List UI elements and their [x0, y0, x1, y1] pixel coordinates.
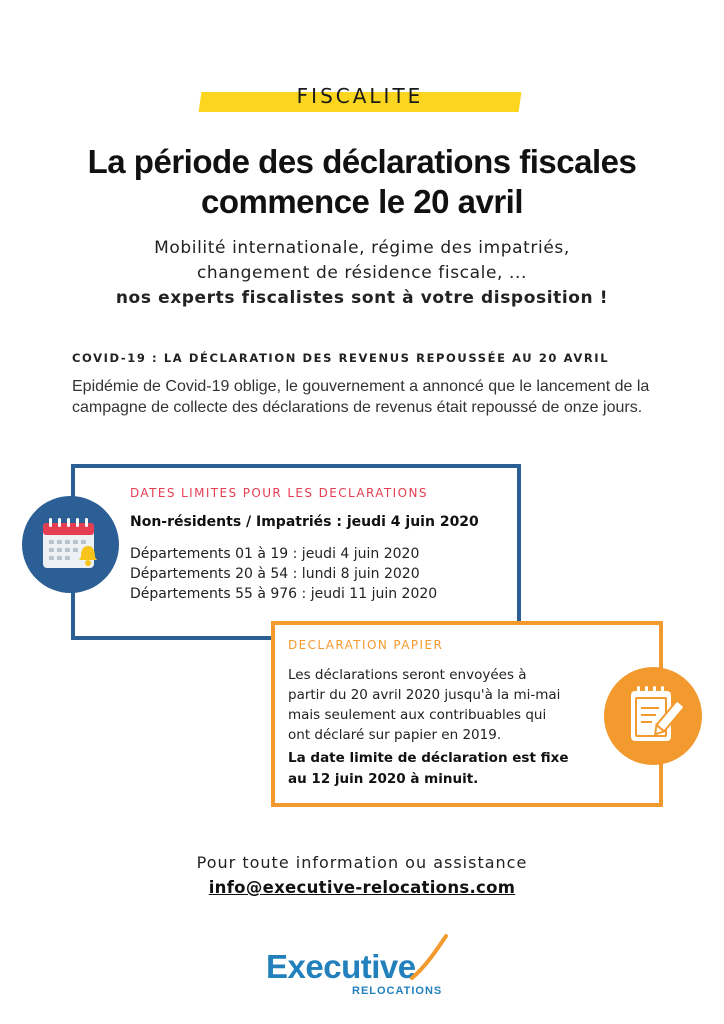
- notepad-pencil-icon: [604, 667, 702, 765]
- intro-text: [60, 236, 664, 311]
- paper-deadline-line: au 12 juin 2020 à minuit.: [288, 771, 479, 787]
- department-deadlines: [130, 544, 437, 604]
- calendar-badge: [22, 496, 119, 593]
- department-deadline: Départements 55 à 976 : jeudi 11 juin 2020: [130, 586, 438, 602]
- calendar-bell-icon: [22, 496, 119, 593]
- page-title: [30, 142, 694, 222]
- paper-deadline: [288, 748, 568, 790]
- covid-body: Epidémie de Covid-19 oblige, le gouvernement a annoncé que le lancement de la campagne de collecte des déclarations de revenus était repoussé de onze jours.: [72, 378, 650, 416]
- contact-email-link[interactable]: info@executive-relocations.com: [208, 878, 516, 897]
- notepad-badge: [604, 667, 702, 765]
- title-line-2: commence le 20 avril: [200, 183, 524, 220]
- contact-text: Pour toute information ou assistance: [196, 853, 528, 872]
- section-tag: FISCALITE: [296, 84, 424, 108]
- title-line-1: La période des déclarations fiscales: [87, 143, 637, 180]
- paper-body-line: Les déclarations seront envoyées à: [288, 667, 527, 683]
- brand-logo-subtitle: RELOCATIONS: [352, 985, 443, 997]
- paper-heading: DECLARATION PAPIER: [288, 638, 444, 652]
- intro-line-2: changement de résidence fiscale, ...: [196, 263, 528, 283]
- intro-line-1: Mobilité internationale, régime des impatriés,: [154, 238, 570, 258]
- department-deadline: Départements 20 à 54 : lundi 8 juin 2020: [130, 566, 420, 582]
- paper-body-line: partir du 20 avril 2020 jusqu'à la mi-mai: [288, 687, 561, 703]
- logo-swoosh-icon: [372, 930, 452, 985]
- paper-body-line: ont déclaré sur papier en 2019.: [288, 727, 502, 743]
- nonresidents-deadline: Non-résidents / Impatriés : jeudi 4 juin 2020: [130, 514, 479, 530]
- department-deadline: Départements 01 à 19 : jeudi 4 juin 2020: [130, 546, 420, 562]
- covid-heading: COVID-19 : LA DÉCLARATION DES REVENUS REPOUSSÉE AU 20 AVRIL: [72, 351, 610, 365]
- paper-body: [288, 665, 560, 745]
- brand-logo: Executive: [266, 948, 416, 985]
- intro-line-3: nos experts fiscalistes sont à votre disposition !: [115, 288, 609, 308]
- deadlines-heading: DATES LIMITES POUR LES DECLARATIONS: [130, 486, 428, 500]
- paper-body-line: mais seulement aux contribuables qui: [288, 707, 547, 723]
- paper-deadline-line: La date limite de déclaration est fixe: [288, 750, 569, 766]
